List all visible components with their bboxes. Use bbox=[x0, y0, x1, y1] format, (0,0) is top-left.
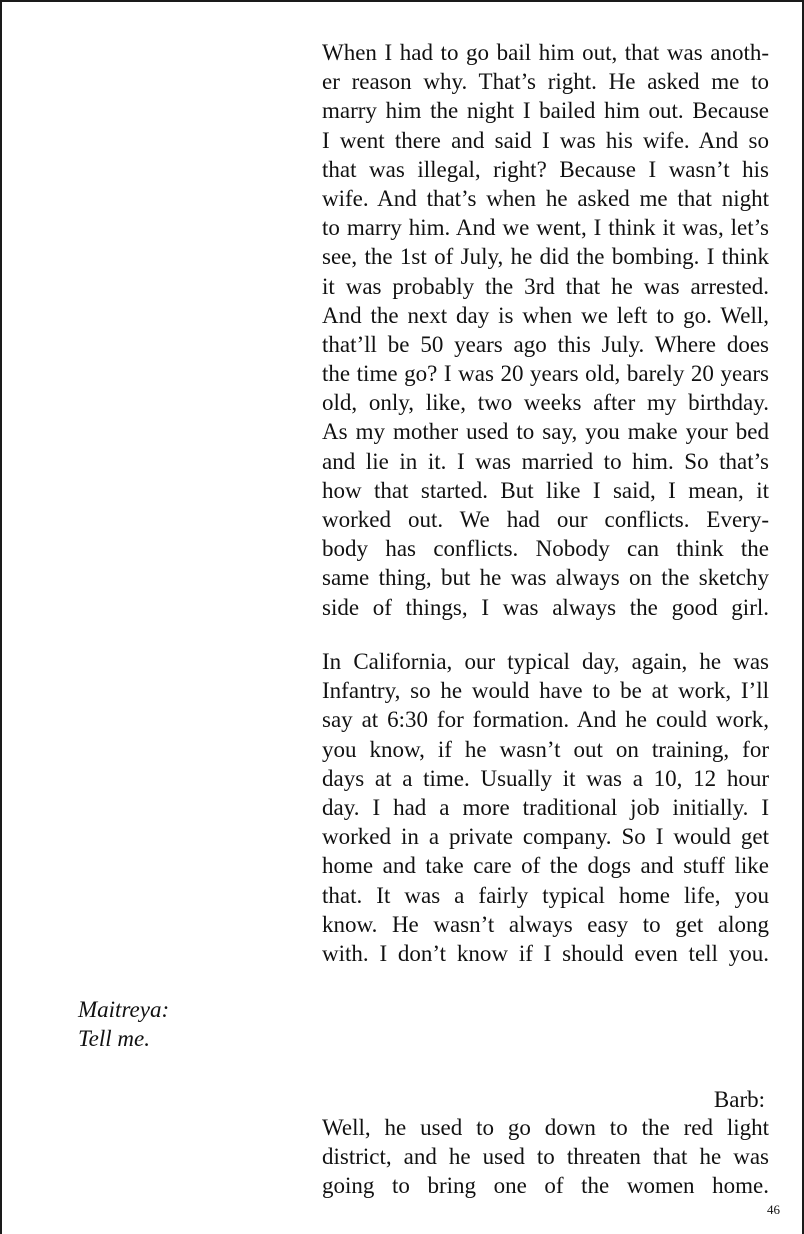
text-line: home and take care of the dogs and stuff like bbox=[322, 853, 769, 879]
text-line: see, the 1st of July, he did the bombing. I think bbox=[322, 244, 769, 270]
text-line: know. He wasn’t always easy to get along bbox=[322, 911, 769, 937]
text-line: worked in a private company. So I would get bbox=[322, 824, 769, 850]
text-line: old, only, like, two weeks after my birthday. bbox=[322, 390, 769, 416]
text-line: you know, if he wasn’t out on training, for bbox=[322, 736, 769, 762]
text-line: days at a time. Usually it was a 10, 12 hour bbox=[322, 765, 769, 791]
text-line: When I had to go bail him out, that was anoth- bbox=[322, 40, 769, 65]
text-line: it was probably the 3rd that he was arrested. bbox=[322, 273, 769, 299]
text-line: going to bring one of the women home. bbox=[322, 1173, 769, 1199]
interviewer-line: Tell me. bbox=[78, 1026, 150, 1052]
text-line: As my mother used to say, you make your bed bbox=[322, 419, 769, 445]
interviewer-block bbox=[78, 995, 169, 1053]
text-line: body has conflicts. Nobody can think the bbox=[322, 536, 769, 562]
text-line: marry him the night I bailed him out. Because bbox=[322, 98, 769, 124]
text-line: that was illegal, right? Because I wasn’t his bbox=[322, 156, 769, 182]
text-line: day. I had a more traditional job initially. I bbox=[322, 794, 769, 820]
text-line: Well, he used to go down to the red light bbox=[322, 1115, 769, 1140]
text-line: the time go? I was 20 years old, barely 20 years bbox=[322, 361, 769, 387]
text-line: to marry him. And we went, I think it was, let’s bbox=[322, 215, 769, 241]
text-line: with. I don’t know if I should even tell you. bbox=[322, 940, 769, 966]
text-line: wife. And that’s when he asked me that night bbox=[322, 185, 769, 211]
text-line: that. It was a fairly typical home life, you bbox=[322, 882, 769, 908]
text-line: same thing, but he was always on the sketchy bbox=[322, 565, 769, 591]
text-line: and lie in it. I was married to him. So that’s bbox=[322, 448, 769, 474]
interviewer-name: Maitreya: bbox=[78, 997, 170, 1022]
text-line: district, and he used to threaten that he was bbox=[322, 1144, 769, 1170]
paragraph-1 bbox=[322, 38, 769, 622]
text-line: And the next day is when we left to go. Well, bbox=[322, 302, 769, 328]
text-line: Infantry, so he would have to be at work, I’ll bbox=[322, 678, 769, 704]
text-line: I went there and said I was his wife. And so bbox=[322, 127, 769, 153]
text-line: side of things, I was always the good girl. bbox=[322, 594, 769, 620]
paragraph-2 bbox=[322, 647, 769, 968]
text-line: In California, our typical day, again, he was bbox=[322, 649, 769, 674]
text-line: er reason why. That’s right. He asked me to bbox=[322, 69, 769, 95]
page-number: 46 bbox=[767, 1202, 780, 1217]
respondent-name: Barb: bbox=[713, 1087, 765, 1112]
text-line: say at 6:30 for formation. And he could work, bbox=[322, 707, 769, 733]
text-line: worked out. We had our conflicts. Every- bbox=[322, 507, 769, 532]
text-line: how that started. But like I said, I mean, it bbox=[322, 477, 769, 503]
paragraph-3 bbox=[322, 1113, 769, 1201]
text-line: that’ll be 50 years ago this July. Where does bbox=[322, 331, 769, 357]
